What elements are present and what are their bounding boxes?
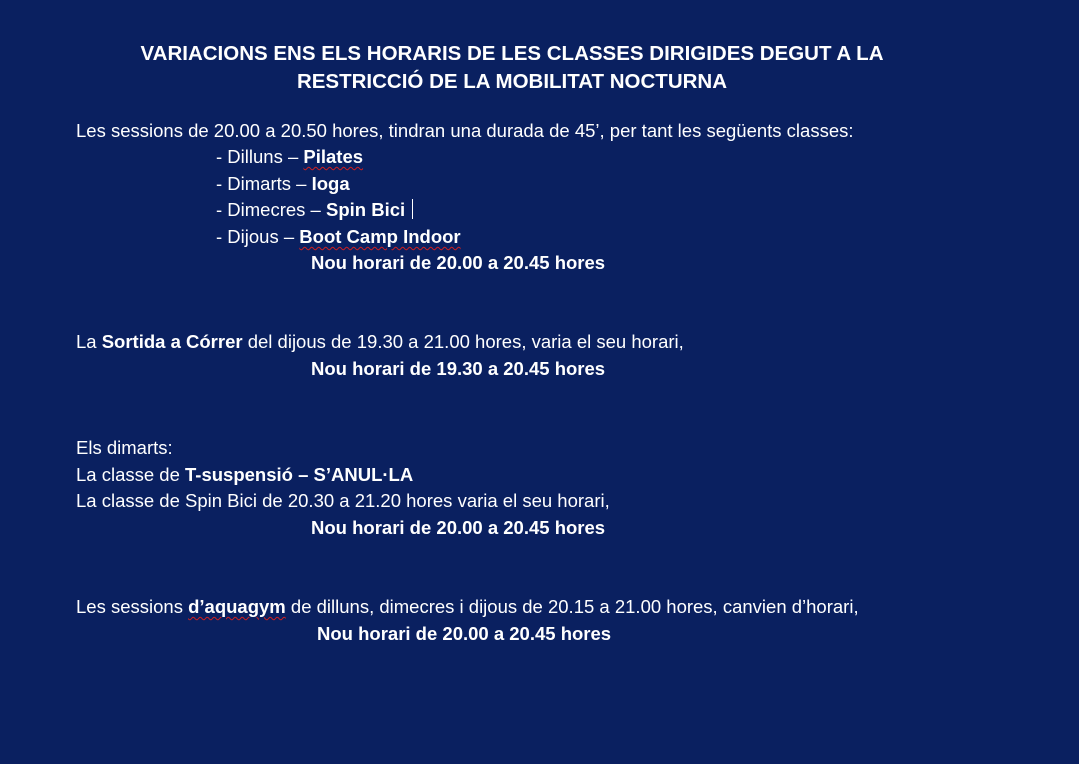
class-day: - Dimecres –	[216, 199, 326, 220]
section3-line1-prefix: La classe de	[76, 464, 186, 485]
section2-suffix: del dijous de 19.30 a 21.00 hores, varia el seu horari,	[242, 331, 684, 352]
section4-schedule: Nou horari de 20.00 a 20.45 hores	[317, 623, 612, 644]
class-name: Spin Bici	[326, 199, 406, 220]
section2-prefix: La	[76, 331, 102, 352]
class-item-wednesday	[216, 197, 413, 223]
class-day: - Dijous –	[216, 226, 300, 247]
section4-suffix: de dilluns, dimecres i dijous de 20.15 a 21.00 hores, canvien d’horari,	[285, 596, 859, 617]
section3-line2: La classe de Spin Bici de 20.30 a 21.20 hores varia el seu horari,	[76, 490, 610, 511]
section1-intro: Les sessions de 20.00 a 20.50 hores, tindran una durada de 45’, per tant les següents classes:	[76, 120, 854, 141]
class-day: - Dimarts –	[216, 173, 312, 194]
title-line-2: RESTRICCIÓ DE LA MOBILITAT NOCTURNA	[296, 70, 728, 93]
class-name: Ioga	[311, 173, 350, 194]
section3-line1	[76, 462, 413, 488]
class-item-monday	[216, 144, 363, 170]
section3-heading: Els dimarts:	[76, 437, 173, 458]
section4-activity: d’aquagym	[188, 596, 286, 617]
section2-schedule: Nou horari de 19.30 a 20.45 hores	[311, 358, 606, 379]
text-cursor	[412, 199, 413, 219]
class-name: Pilates	[303, 146, 364, 167]
class-day: - Dilluns –	[216, 146, 304, 167]
section4-prefix: Les sessions	[76, 596, 189, 617]
class-name: Boot Camp Indoor	[299, 226, 461, 247]
section1-schedule: Nou horari de 20.00 a 20.45 hores	[311, 252, 606, 273]
section2-activity: Sortida a Córrer	[101, 331, 243, 352]
section3-schedule: Nou horari de 20.00 a 20.45 hores	[311, 517, 606, 538]
section4-text	[76, 594, 859, 620]
title-line-1: VARIACIONS ENS ELS HORARIS DE LES CLASSES DIRIGIDES DEGUT A LA	[140, 42, 884, 65]
section2-text	[76, 329, 684, 355]
class-item-tuesday	[216, 171, 350, 197]
class-item-thursday	[216, 224, 461, 250]
page-title	[62, 40, 962, 96]
section3-cancelled-class: T-suspensió – S’ANUL·LA	[185, 464, 414, 485]
